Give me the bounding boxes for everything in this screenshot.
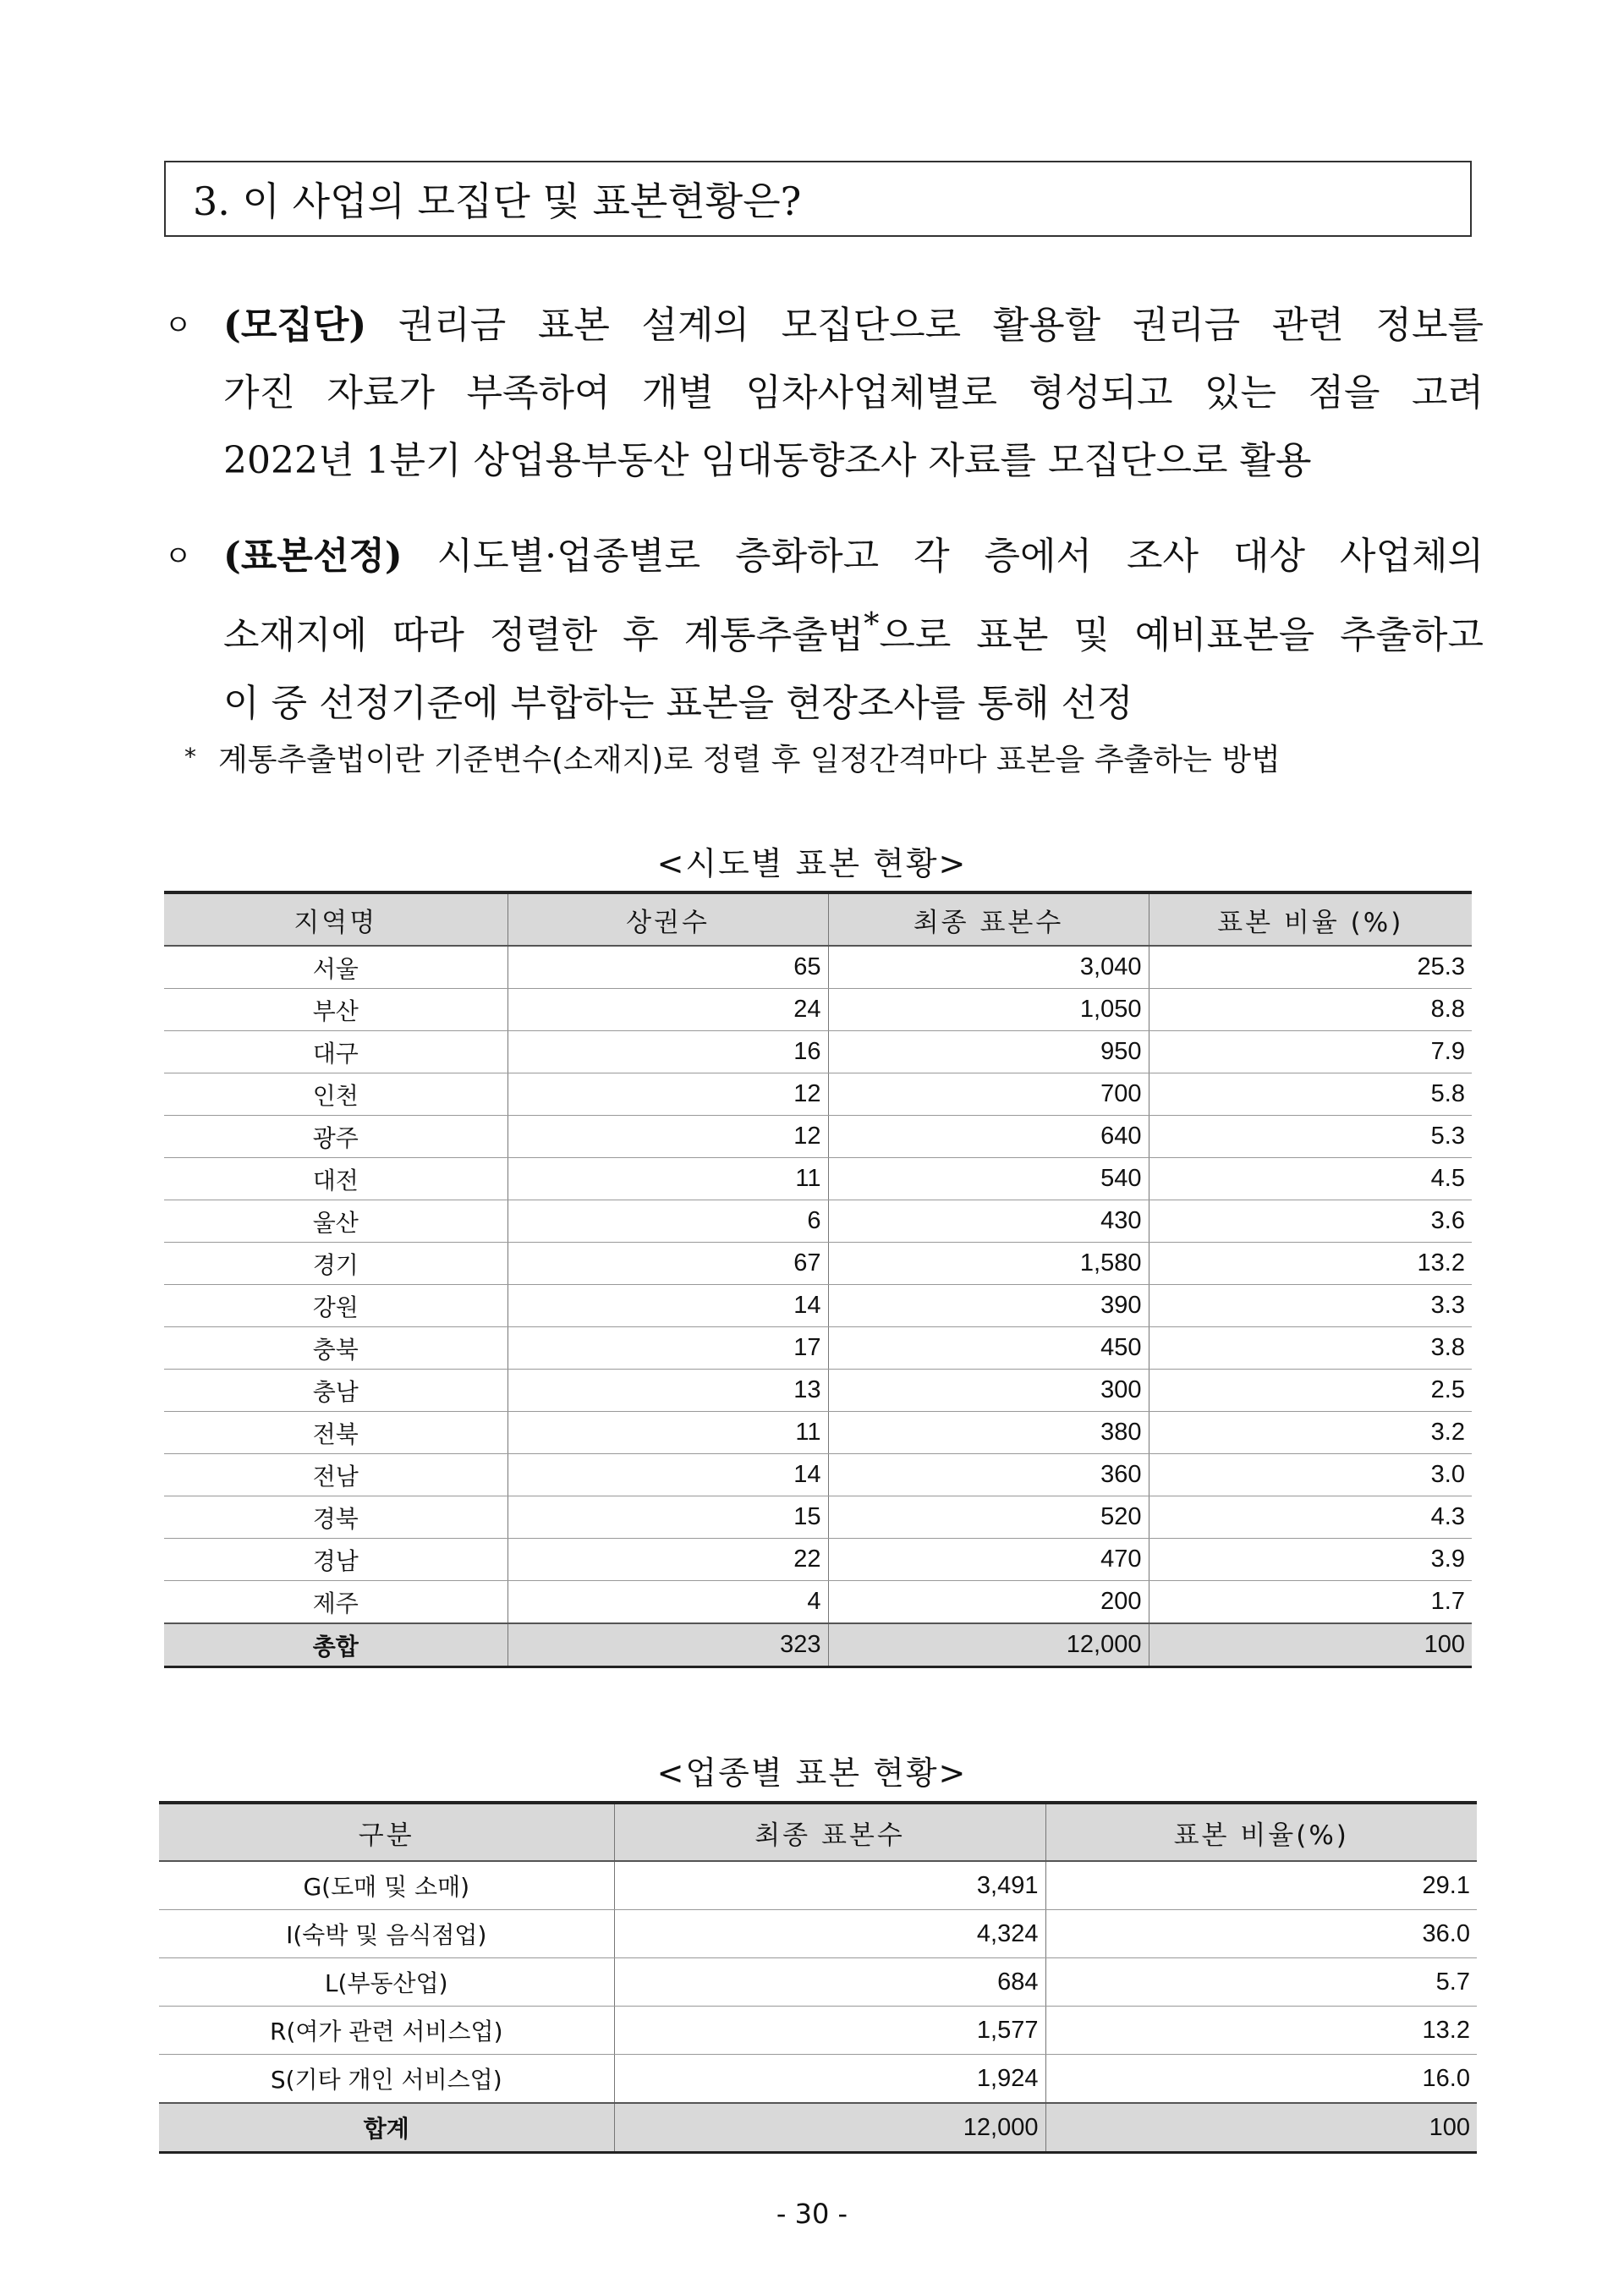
cell-value: 13.2 [1045, 2007, 1477, 2055]
industry-sample-table [159, 1801, 1477, 2154]
cell-value: 323 [508, 1623, 828, 1667]
cell-value: 14 [508, 1285, 828, 1327]
cell-value: 1,580 [828, 1243, 1149, 1285]
table-row [164, 1412, 1472, 1454]
row-label: 대전 [164, 1158, 508, 1200]
cell-value: 4.5 [1149, 1158, 1472, 1200]
cell-value: 25.3 [1149, 946, 1472, 989]
table-row [164, 1243, 1472, 1285]
cell-value: 22 [508, 1539, 828, 1581]
cell-value: 3.8 [1149, 1327, 1472, 1370]
region-sample-table [164, 891, 1472, 1668]
cell-value: 7.9 [1149, 1031, 1472, 1073]
cell-value: 1.7 [1149, 1581, 1472, 1624]
cell-value: 6 [508, 1200, 828, 1243]
cell-value: 684 [614, 1958, 1045, 2007]
cell-value: 4,324 [614, 1910, 1045, 1958]
column-header: 구분 [159, 1803, 614, 1861]
cell-value: 5.7 [1045, 1958, 1477, 2007]
row-label: 충남 [164, 1370, 508, 1412]
column-header: 표본 비율(%) [1045, 1803, 1477, 1861]
bullet-mark: ㅇ [164, 540, 192, 574]
paragraph-lead: (모집단) [223, 304, 367, 347]
cell-value: 13 [508, 1370, 828, 1412]
table-row [159, 1910, 1477, 1958]
cell-value: 300 [828, 1370, 1149, 1412]
cell-value: 360 [828, 1454, 1149, 1496]
table-row [159, 2055, 1477, 2104]
row-label: 경북 [164, 1496, 508, 1539]
column-header: 표본 비율 (%) [1149, 892, 1472, 946]
cell-value: 8.8 [1149, 989, 1472, 1031]
row-label: 전북 [164, 1412, 508, 1454]
cell-value: 100 [1149, 1623, 1472, 1667]
cell-value: 520 [828, 1496, 1149, 1539]
cell-value: 12,000 [614, 2103, 1045, 2153]
table-header-row [159, 1803, 1477, 1861]
table-row [159, 2007, 1477, 2055]
column-header: 상권수 [508, 892, 828, 946]
row-label: L(부동산업) [159, 1958, 614, 2007]
bullet-mark: ㅇ [164, 309, 192, 343]
table-row [164, 1539, 1472, 1581]
row-label: 제주 [164, 1581, 508, 1624]
table-row [164, 1200, 1472, 1243]
page-number: - 30 - [776, 2198, 848, 2230]
table-row [164, 1370, 1472, 1412]
industry-table-caption: <업종별 표본 현황> [656, 1754, 968, 1792]
row-label: 강원 [164, 1285, 508, 1327]
cell-value: 16 [508, 1031, 828, 1073]
cell-value: 3.2 [1149, 1412, 1472, 1454]
cell-value: 15 [508, 1496, 828, 1539]
cell-value: 200 [828, 1581, 1149, 1624]
cell-value: 67 [508, 1243, 828, 1285]
table-row [164, 1073, 1472, 1116]
cell-value: 24 [508, 989, 828, 1031]
cell-value: 11 [508, 1158, 828, 1200]
row-label: 전남 [164, 1454, 508, 1496]
cell-value: 65 [508, 946, 828, 989]
cell-value: 16.0 [1045, 2055, 1477, 2104]
footnote-marker: * [864, 606, 880, 642]
region-table-caption: <시도별 표본 현황> [656, 845, 968, 882]
paragraph-text: 이 중 선정기준에 부합하는 표본을 현장조사를 통해 선정 [223, 681, 1133, 725]
cell-value: 4 [508, 1581, 828, 1624]
cell-value: 36.0 [1045, 1910, 1477, 1958]
table-row [164, 946, 1472, 989]
cell-value: 3.0 [1149, 1454, 1472, 1496]
cell-value: 11 [508, 1412, 828, 1454]
table-row [159, 1861, 1477, 1910]
table-row [164, 1285, 1472, 1327]
table-row [164, 1116, 1472, 1158]
paragraph-text: 권리금 표본 설계의 모집단으로 활용할 권리금 관련 정보를 [366, 304, 1484, 347]
cell-value: 29.1 [1045, 1861, 1477, 1910]
row-label: G(도매 및 소매) [159, 1861, 614, 1910]
paragraph-text: 가진 자료가 부족하여 개별 임차사업체별로 형성되고 있는 점을 고려 [223, 371, 1484, 415]
cell-value: 14 [508, 1454, 828, 1496]
cell-value: 390 [828, 1285, 1149, 1327]
table-row [164, 1581, 1472, 1624]
cell-value: 700 [828, 1073, 1149, 1116]
row-label: 경기 [164, 1243, 508, 1285]
cell-value: 3.3 [1149, 1285, 1472, 1327]
column-header: 최종 표본수 [828, 892, 1149, 946]
column-header: 최종 표본수 [614, 1803, 1045, 1861]
cell-value: 12,000 [828, 1623, 1149, 1667]
table-total-row [164, 1623, 1472, 1667]
row-label: 경남 [164, 1539, 508, 1581]
cell-value: 3,040 [828, 946, 1149, 989]
cell-value: 12 [508, 1073, 828, 1116]
table-header-row [164, 892, 1472, 946]
cell-value: 4.3 [1149, 1496, 1472, 1539]
cell-value: 1,050 [828, 989, 1149, 1031]
paragraph-text: 2022년 1분기 상업용부동산 임대동향조사 자료를 모집단으로 활용 [223, 439, 1312, 482]
cell-value: 470 [828, 1539, 1149, 1581]
row-label: 합계 [159, 2103, 614, 2153]
section-title-box [164, 161, 1472, 237]
table-row [164, 1031, 1472, 1073]
cell-value: 950 [828, 1031, 1149, 1073]
row-label: 대구 [164, 1031, 508, 1073]
column-header: 지역명 [164, 892, 508, 946]
row-label: 부산 [164, 989, 508, 1031]
paragraph-lead: (표본선정) [223, 535, 403, 578]
row-label: I(숙박 및 음식점업) [159, 1910, 614, 1958]
row-label: R(여가 관련 서비스업) [159, 2007, 614, 2055]
cell-value: 5.3 [1149, 1116, 1472, 1158]
footnote-text: 계통추출법이란 기준변수(소재지)로 정렬 후 일정간격마다 표본을 추출하는 방법 [218, 743, 1281, 777]
row-label: 총합 [164, 1623, 508, 1667]
table-row [164, 1454, 1472, 1496]
paragraph-text: 시도별·업종별로 층화하고 각 층에서 조사 대상 사업체의 [402, 535, 1484, 578]
table-row [164, 989, 1472, 1031]
row-label: 광주 [164, 1116, 508, 1158]
cell-value: 450 [828, 1327, 1149, 1370]
row-label: 울산 [164, 1200, 508, 1243]
section-title: 3. 이 사업의 모집단 및 표본현황은? [193, 178, 802, 224]
table-row [164, 1496, 1472, 1539]
cell-value: 3,491 [614, 1861, 1045, 1910]
footnote-mark: * [184, 743, 196, 771]
cell-value: 3.6 [1149, 1200, 1472, 1243]
cell-value: 2.5 [1149, 1370, 1472, 1412]
row-label: S(기타 개인 서비스업) [159, 2055, 614, 2104]
table-total-row [159, 2103, 1477, 2153]
cell-value: 1,577 [614, 2007, 1045, 2055]
cell-value: 640 [828, 1116, 1149, 1158]
row-label: 충북 [164, 1327, 508, 1370]
paragraph-text: 소재지에 따라 정렬한 후 계통추출법 [223, 613, 864, 657]
cell-value: 100 [1045, 2103, 1477, 2153]
cell-value: 13.2 [1149, 1243, 1472, 1285]
table-row [164, 1327, 1472, 1370]
cell-value: 5.8 [1149, 1073, 1472, 1116]
paragraph-text: 으로 표본 및 예비표본을 추출하고 [879, 613, 1484, 657]
cell-value: 3.9 [1149, 1539, 1472, 1581]
row-label: 서울 [164, 946, 508, 989]
cell-value: 380 [828, 1412, 1149, 1454]
row-label: 인천 [164, 1073, 508, 1116]
table-row [164, 1158, 1472, 1200]
cell-value: 17 [508, 1327, 828, 1370]
cell-value: 12 [508, 1116, 828, 1158]
cell-value: 540 [828, 1158, 1149, 1200]
cell-value: 1,924 [614, 2055, 1045, 2104]
cell-value: 430 [828, 1200, 1149, 1243]
table-row [159, 1958, 1477, 2007]
